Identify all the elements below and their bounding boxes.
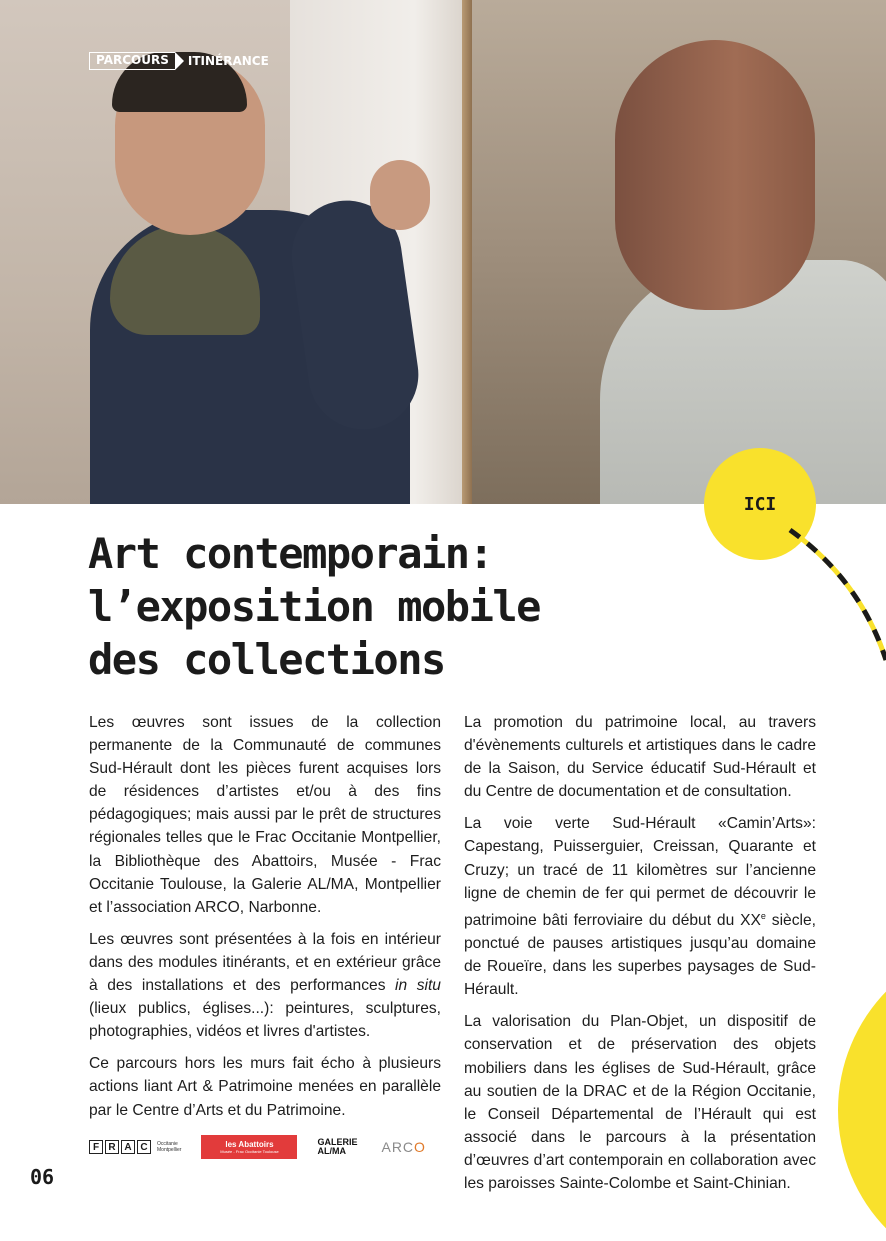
- abattoirs-logo: [201, 1135, 297, 1159]
- paragraph-italic: in situ: [395, 977, 441, 995]
- frac-subtitle: [157, 1141, 181, 1153]
- right-column: [464, 711, 816, 1204]
- frac-logo: [89, 1140, 181, 1154]
- page-number: 06: [30, 1165, 55, 1189]
- arco-text-accent: O: [414, 1139, 426, 1155]
- breadcrumb-section: PARCOURS: [89, 52, 175, 70]
- galerie-line: AL/MA: [317, 1146, 346, 1156]
- frac-letter: A: [121, 1140, 135, 1154]
- galerie-alma-logo: [317, 1138, 357, 1156]
- paragraph-text: (lieux publics, églises...): peintures, sculptures, photographies, vidéos et livres d'artistes.: [89, 1000, 441, 1041]
- abattoirs-name: les Abattoirs: [225, 1140, 274, 1149]
- superscript: e: [760, 910, 766, 921]
- partner-logos: [89, 1134, 439, 1160]
- paragraph-plan-objet: La valorisation du Plan-Objet, un dispositif de conservation et de préservation des objets mobiliers dans les églises de Sud-Hérault, grâce au soutien de la DRAC et de la Région Occitanie, le Conseil Départemental de l’Hérault qui est associé dans le parcours à la présentation d’œuvres d’art contemporain en collaboration avec les paroisses Sainte-Colombe et Saint-Chinian.: [464, 1013, 816, 1192]
- arco-text: ARC: [381, 1139, 415, 1155]
- photo-person-hand: [370, 160, 430, 230]
- ici-badge: [704, 448, 816, 560]
- paragraph-promotion: La promotion du patrimoine local, au travers d'évènements culturels et artistiques dans le cadre de la Saison, du Service éducatif Sud-Hérault et du Centre de documentation et de consultation.: [464, 714, 816, 801]
- breadcrumb-subsection: ITINÉRANCE: [187, 54, 269, 68]
- left-column: [89, 711, 441, 1131]
- frac-letter: R: [105, 1140, 119, 1154]
- paragraph-voie-verte: [464, 812, 816, 1001]
- frac-subtitle-line: Montpellier: [157, 1147, 182, 1153]
- arco-logo: [381, 1139, 425, 1155]
- paragraph-text: Les œuvres sont présentées à la fois en intérieur dans des modules itinérants, et en extérieur grâce à des installations et des performances: [89, 930, 441, 995]
- frac-letter: C: [137, 1140, 151, 1154]
- decorative-yellow-circle: [838, 940, 886, 1241]
- paragraph-text: La voie verte Sud-Hérault «Camin’Arts»: Capestang, Puisserguier, Creissan, Quarante et Cruzy; un tracé de 11 kilomètres sur l’ancienne ligne de chemin de fer qui permet de découvrir le patrimoine bâti ferroviaire du début du XX: [464, 815, 816, 929]
- title-line-1: Art contemporain:: [88, 529, 493, 578]
- hero-photo: [0, 0, 886, 504]
- article-title: [88, 527, 608, 686]
- photo-panel-edge: [462, 0, 472, 504]
- photo-visitor-head: [615, 40, 815, 310]
- frac-letter: F: [89, 1140, 103, 1154]
- frac-subtitle-line: Occitanie: [157, 1141, 178, 1147]
- galerie-line: GALERIE: [317, 1137, 358, 1147]
- title-line-2: l’exposition mobile: [88, 582, 540, 631]
- paragraph-collections: Les œuvres sont issues de la collection permanente de la Communauté de communes Sud-Hérault dont les pièces furent acquises lors de résidences d’artistes et/ou à des fins pédagogiques; mais aussi par le prêt de structures régionales telles que le Frac Occitanie Montpellier, la Bibliothèque des Abattoirs, Musée - Frac Occitanie Toulouse, la Galerie AL/MA, Montpellier et l’association ARCO, Narbonne.: [89, 714, 441, 916]
- breadcrumb-arrow-icon: [175, 52, 184, 70]
- paragraph-text: siècle, ponctué de pauses artistiques jusqu’au domaine de Roueïre, dans les superbes paysages de Sud-Hérault.: [464, 911, 816, 999]
- paragraph-presentation: [89, 928, 441, 1043]
- title-line-3: des collections: [88, 635, 445, 684]
- abattoirs-subtitle: Musée - Frac Occitanie Toulouse: [220, 1149, 279, 1154]
- ici-badge-label: ICI: [743, 493, 777, 515]
- breadcrumb: [89, 52, 269, 70]
- paragraph-parcours: Ce parcours hors les murs fait écho à plusieurs actions liant Art & Patrimoine menées en parallèle par le Centre d’Arts et du Patrimoine.: [89, 1055, 441, 1119]
